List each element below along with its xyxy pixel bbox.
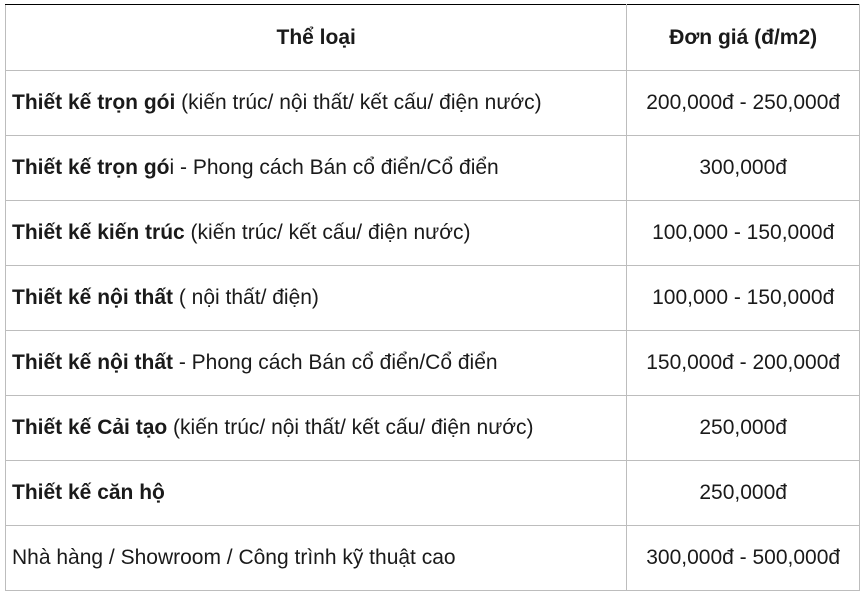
price-cell: 200,000đ - 250,000đ — [627, 71, 860, 136]
category-description: (kiến trúc/ nội thất/ kết cấu/ điện nước) — [167, 416, 534, 439]
category-cell — [6, 396, 627, 461]
table-header-row — [6, 5, 860, 71]
price-cell: 300,000đ - 500,000đ — [627, 526, 860, 591]
price-cell: 250,000đ — [627, 461, 860, 526]
category-description: i - Phong cách Bán cổ điển/Cổ điển — [169, 156, 499, 179]
table-row — [6, 331, 860, 396]
header-price: Đơn giá (đ/m2) — [627, 5, 860, 71]
category-cell — [6, 201, 627, 266]
category-name-bold: Thiết kế Cải tạo — [12, 416, 168, 439]
table-row — [6, 266, 860, 331]
table-row — [6, 461, 860, 526]
category-cell — [6, 526, 627, 591]
header-category: Thể loại — [6, 5, 627, 71]
category-description: (kiến trúc/ kết cấu/ điện nước) — [184, 221, 471, 244]
category-cell — [6, 266, 627, 331]
category-name-bold: Thiết kế căn hộ — [12, 481, 165, 504]
table-row — [6, 526, 860, 591]
category-name-bold: Thiết kế kiến trúc — [12, 221, 185, 244]
category-cell — [6, 461, 627, 526]
category-description: Nhà hàng / Showroom / Công trình kỹ thuật cao — [12, 546, 456, 569]
price-cell: 100,000 - 150,000đ — [627, 201, 860, 266]
table-row — [6, 396, 860, 461]
table-row — [6, 136, 860, 201]
price-table — [5, 4, 860, 591]
category-name-bold: Thiết kế trọn gó — [12, 156, 170, 179]
category-description: (kiến trúc/ nội thất/ kết cấu/ điện nước) — [175, 91, 542, 114]
category-name-bold: Thiết kế trọn gói — [12, 91, 176, 114]
category-name-bold: Thiết kế nội thất — [12, 351, 174, 374]
category-cell — [6, 71, 627, 136]
price-cell: 150,000đ - 200,000đ — [627, 331, 860, 396]
category-name-bold: Thiết kế nội thất — [12, 286, 174, 309]
price-cell: 300,000đ — [627, 136, 860, 201]
table-row — [6, 71, 860, 136]
category-cell — [6, 136, 627, 201]
price-cell: 250,000đ — [627, 396, 860, 461]
category-description: ( nội thất/ điện) — [173, 286, 319, 309]
category-cell — [6, 331, 627, 396]
category-description: - Phong cách Bán cổ điển/Cổ điển — [173, 351, 498, 374]
price-cell: 100,000 - 150,000đ — [627, 266, 860, 331]
table-row — [6, 201, 860, 266]
